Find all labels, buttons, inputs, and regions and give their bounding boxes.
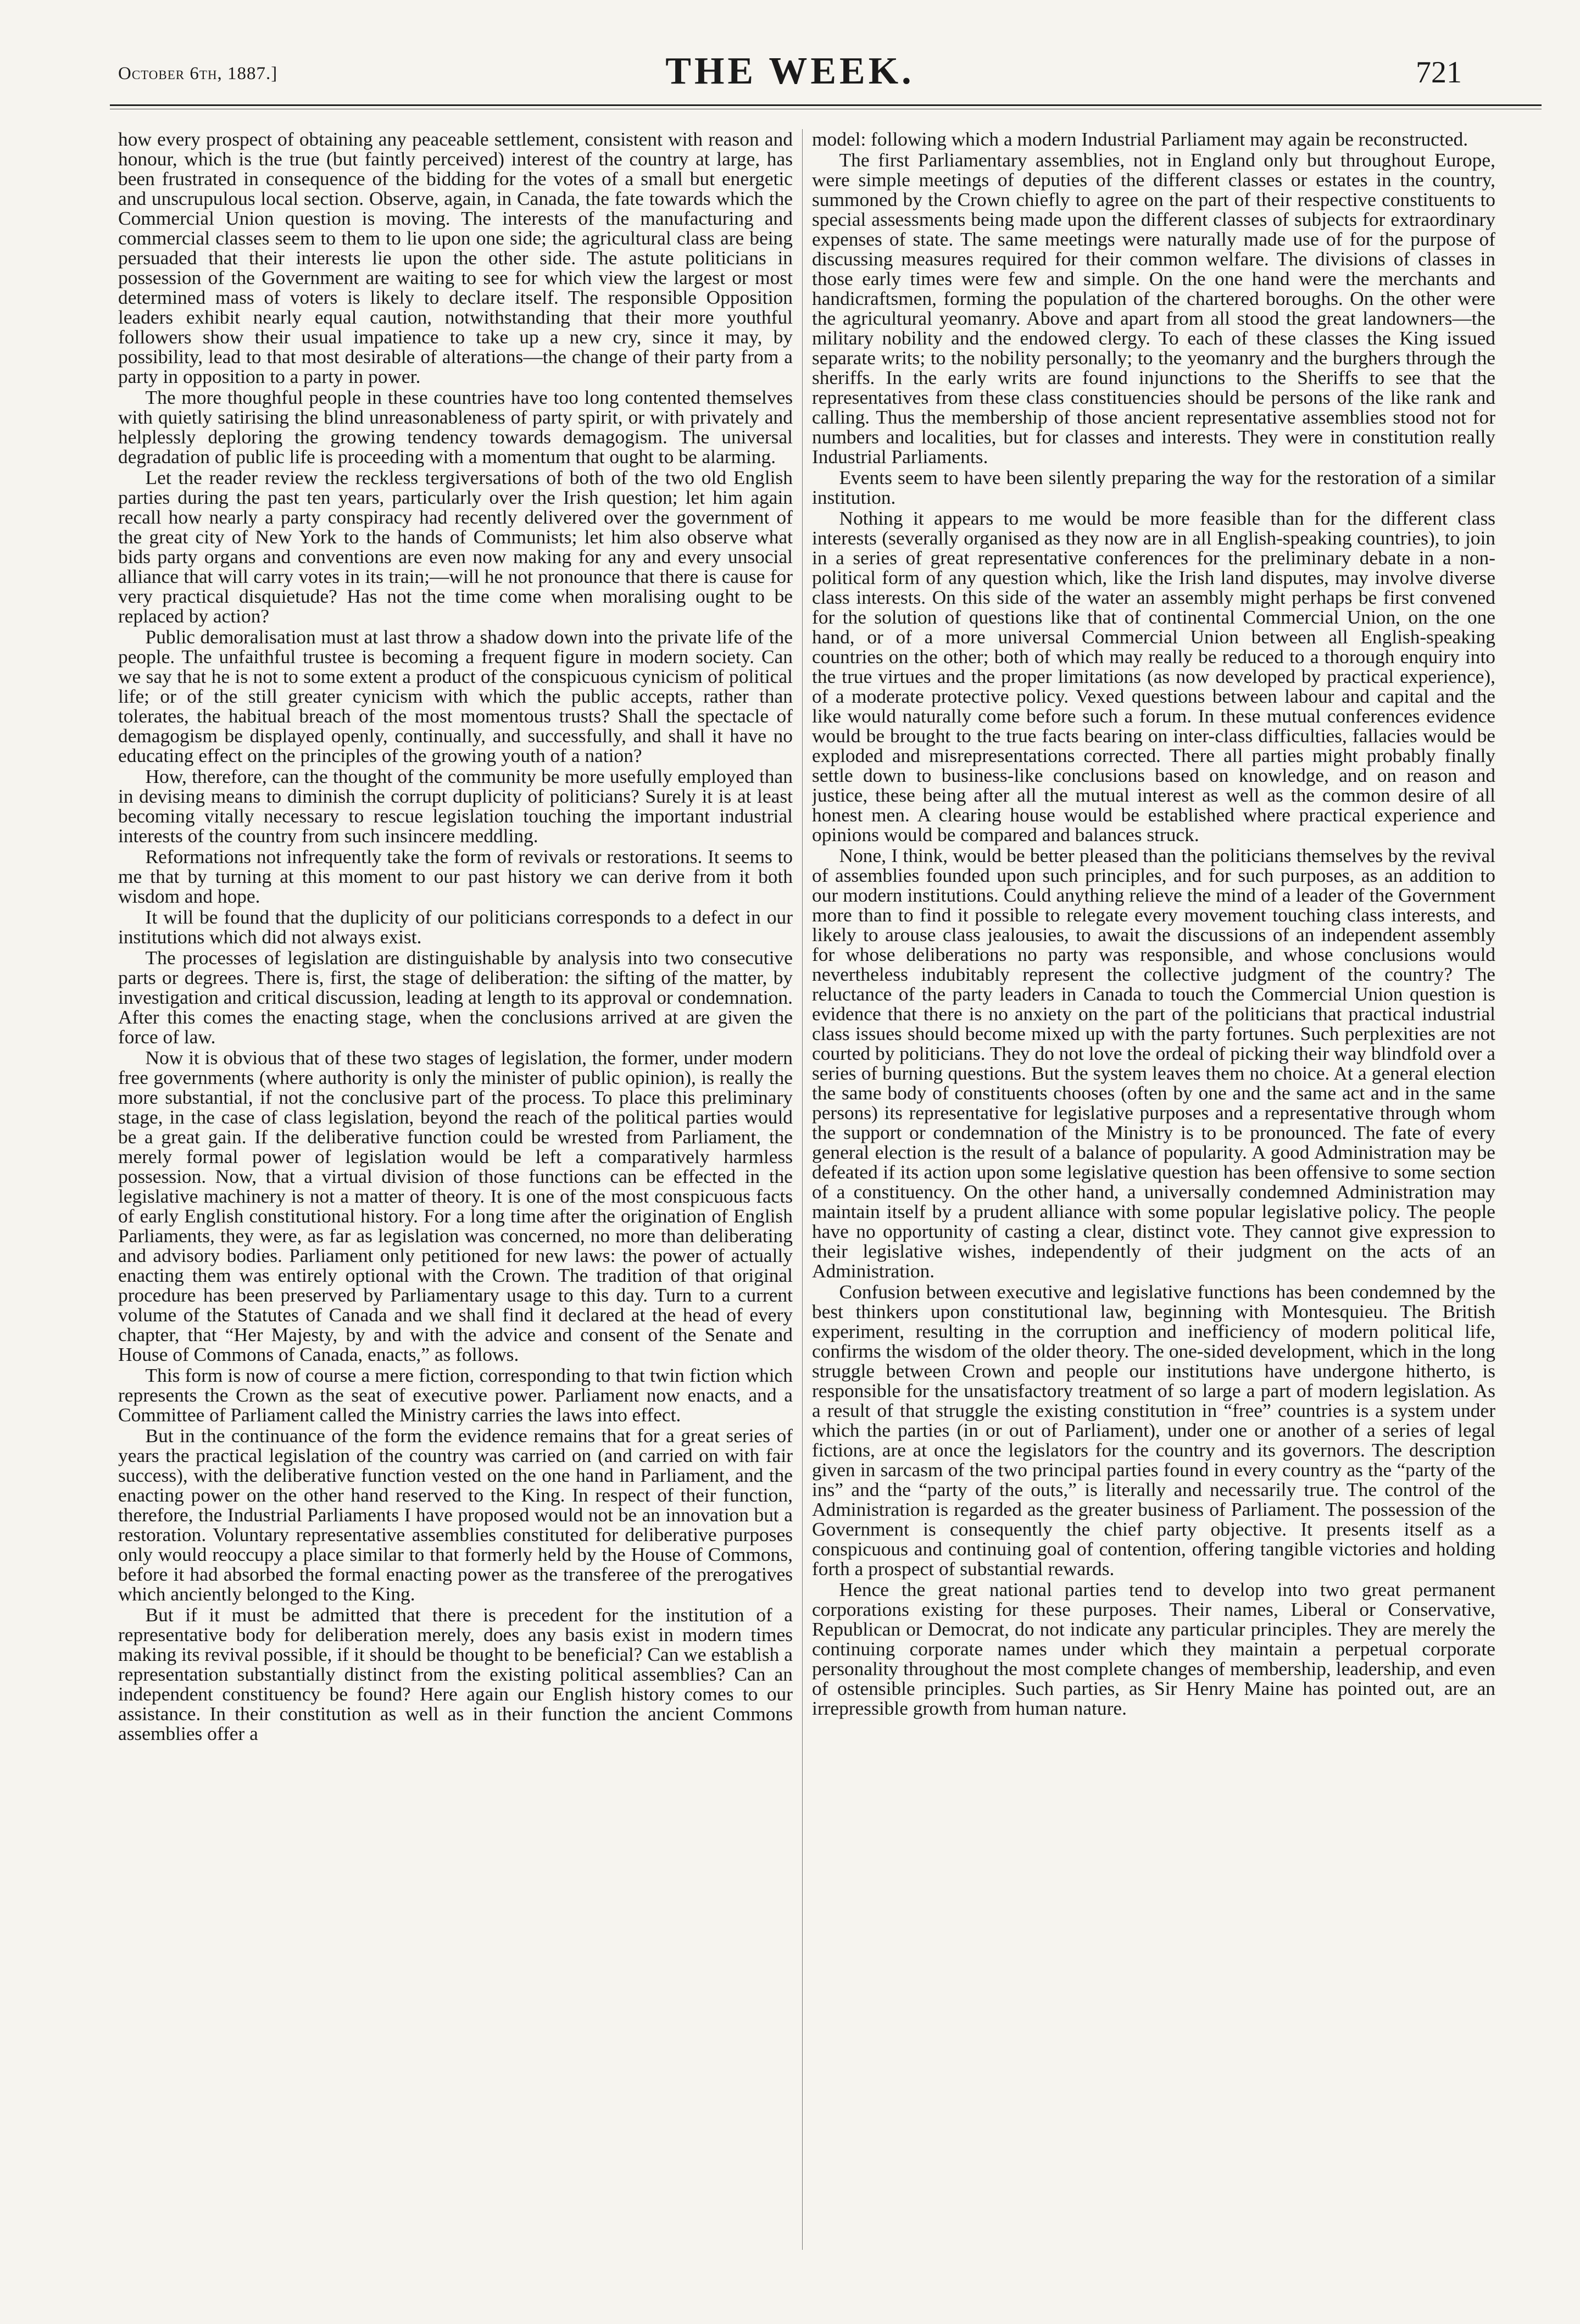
paragraph: Reformations not infrequently take the form of revivals or restorations. It seems to me that by turning at this moment to our past history we can derive from it both wisdom and hope. xyxy=(118,846,793,907)
paragraph: It will be found that the duplicity of our politicians corresponds to a defect in our institutions which did not always exist. xyxy=(118,906,793,948)
paragraph: model: following which a modern Industrial Parliament may again be reconstructed. xyxy=(812,129,1468,150)
right-column xyxy=(812,129,1495,2261)
header-rule xyxy=(110,104,1542,106)
masthead xyxy=(118,44,1462,104)
column-divider xyxy=(802,129,803,2250)
paragraph: Now it is obvious that of these two stages of legislation, the former, under modern free governments (where authority is only the minister of public opinion), is really the more substantial, if not the conclusive part of the process. To place this preliminary stage, in the case of class legislation, beyond the reach of the political parties would be a great gain. If the deliberative function could be wrested from Parliament, the merely formal power of legislation would be left a comparatively harmless possession. Now, that a virtual division of those functions can be effected in the legislative machinery is not a matter of theory. It is one of the most conspicuous facts of early English constitutional history. For a long time after the origination of English Parliaments, they were, as far as legislation was concerned, no more than deliberating and advisory bodies. Parliament only petitioned for new laws: the power of actually enacting them was entirely optional with the Crown. The tradition of that original procedure has been preserved by Parliamentary usage to this day. Turn to a current volume of the Statutes of Canada and we shall find it declared at the head of every chapter, that “Her Majesty, by and with the advice and consent of the Senate and House of Commons of Canada, enacts,” as follows. xyxy=(118,1047,793,1365)
paragraph: The processes of legislation are distinguishable by analysis into two consecutive parts or degrees. There is, first, the stage of deliberation: the sifting of the matter, by investigation and critical discussion, leading at length to its approval or condemnation. After this comes the enacting stage, when the conclusions arrived at are given the force of law. xyxy=(118,947,793,1048)
paragraph: None, I think, would be better pleased than the politicians themselves by the revival of assemblies founded upon such principles, and for such purposes, as an addition to our modern institutions. Could anything relieve the mind of a leader of the Government more than to find it possible to relegate every movement touching class interests, and likely to arouse class jealousies, to await the discussions of an independent assembly for whose deliberations no party was responsible, and whose conclusions would nevertheless indubitably represent the collective judgment of the country? The reluctance of the party leaders in Canada to touch the Commercial Union question is evidence that there is no anxiety on the part of the politicians that practical industrial class issues should become mixed up with the party fortunes. Such perplexities are not courted by politicians. They do not love the ordeal of picking their way blindfold over a series of burning questions. But the system leaves them no choice. At a general election the same body of constituents chooses (often by one and the same act and in the same persons) its representative for legislative purposes and a representative through whom the support or condemnation of the Ministry is to be pronounced. The fate of every general election is the result of a balance of popularity. A good Administration may be defeated if its action upon some legislative question has been offensive to some section of a constituency. On the other hand, a universally condemned Administration may maintain itself by a prudent alliance with some popular legislative policy. The people have no opportunity of casting a clear, distinct vote. They cannot give expression to their legislative wishes, independently of their judgment on the acts of an Administration. xyxy=(812,844,1495,1282)
paragraph: The more thoughful people in these countries have too long contented themselves with quietly satirising the blind unreasonableness of party spirit, or with privately and helplessly deploring the growing tendency towards demagogism. The universal degradation of public life is proceeding with a momentum that ought to be alarming. xyxy=(118,386,793,468)
publication-title: THE WEEK. xyxy=(665,50,915,92)
paragraph: Nothing it appears to me would be more feasible than for the different class interests (severally organised as they now are in all English-speaking countries), to join in a series of great representative conferences for the preliminary debate in a non-political form of any question which, like the Irish land disputes, may involve diverse class interests. On this side of the water an assembly might perhaps be first convened for the solution of questions like that of continental Commercial Union, on the one hand, or of a more universal Commercial Union between all English-speaking countries on the other; both of which may really be reduced to a thorough enquiry into the true virtues and the proper limitations (as now developed by practical experience), of a moderate protective policy. Vexed questions between labour and capital and the like would naturally come before such a forum. In these mutual conferences evidence would be brought to the true facts bearing on inter-class difficulties, fallacies would be exploded and misrepresentations corrected. There all parties might probably finally settle down to business-like conclusions based on knowledge, and on reason and justice, these being after all the mutual interest as well as the common desire of all honest men. A clearing house would be established where practical experience and opinions would be compared and balances struck. xyxy=(812,507,1495,846)
paragraph: How, therefore, can the thought of the community be more usefully employed than in devising means to diminish the corrupt duplicity of politicians? Surely it is at least becoming vitally necessary to rescue legislation touching the important industrial interests of the country from such insincere meddling. xyxy=(118,765,793,847)
paragraph: Events seem to have been silently preparing the way for the restoration of a similar institution. xyxy=(812,466,1495,508)
paragraph: how every prospect of obtaining any peaceable settlement, consistent with reason and honour, which is the true (but faintly perceived) interest of the country at large, has been frustrated in consequence of the bidding for the votes of a small but energetic and unscrupulous local section. Observe, again, in Canada, the fate towards which the Commercial Union question is moving. The interests of the manufacturing and commercial classes seem to them to lie upon one side; the agricultural class are being persuaded that their interests lie upon the other side. The astute politicians in possession of the Government are waiting to see for which view the largest or most determined mass of voters is likely to declare itself. The responsible Opposition leaders exhibit nearly equal caution, notwithstanding that their more youthful followers show their usual impatience to take up a new cry, since it may, by possibility, lead to that most desirable of alterations—the change of their party from a party in opposition to a party in power. xyxy=(118,129,793,387)
paragraph: Let the reader review the reckless tergiversations of both of the two old English parties during the past ten years, particularly over the Irish question; let him again recall how nearly a party conspiracy had recently delivered over the government of the great city of New York to the hands of Communists; let him also observe what bids party organs and conventions are even now making for any and every unsocial alliance that will carry votes in its train;—will he not pronounce that there is cause for very practical disquietude? Has not the time come when moralising ought to be replaced by action? xyxy=(118,466,793,627)
paragraph: Public demoralisation must at last throw a shadow down into the private life of the people. The unfaithful trustee is becoming a frequent figure in modern society. Can we say that he is not to some extent a product of the conspicuous cynicism of political life; or of the still greater cynicism with which the public accepts, rather than tolerates, the habitual breach of the most momentous trusts? Shall the spectacle of demagogism be displayed openly, continually, and successfully, and shall it have no educating effect on the principles of the growing youth of a nation? xyxy=(118,626,793,766)
paragraph: Confusion between executive and legislative functions has been condemned by the best thinkers upon constitutional law, beginning with Montesquieu. The British experiment, resulting in the corruption and inefficiency of modern political life, confirms the wisdom of the older theory. The one-sided development, which in the long struggle between Crown and people our institutions have undergone hitherto, is responsible for the unsatisfactory treatment of so large a part of modern legislation. As a result of that struggle the existing constitution in “free” countries is a system under which the parties (in or out of Parliament), under one or another of a series of legal fictions, are at once the legislators for the country and its governors. The description given in sarcasm of the two principal parties found in every country as the “party of the ins” and the “party of the outs,” is literally and necessarily true. The control of the Administration is regarded as the greater business of Parliament. The possession of the Government is consequently the chief party objective. It presents itself as a conspicuous and continuing goal of contention, offering tangible victories and holding forth a prospect of substantial rewards. xyxy=(812,1281,1495,1580)
left-column xyxy=(118,129,793,2261)
paragraph: Hence the great national parties tend to develop into two great permanent corporations existing for these purposes. Their names, Liberal or Conservative, Republican or Democrat, do not indicate any particular principles. They are merely the continuing corporate names under which they maintain a perpetual corporate personality throughout the most complete changes of membership, leadership, and even of ostensible principles. Such parties, as Sir Henry Maine has pointed out, are an irrepressible growth from human nature. xyxy=(812,1578,1495,1719)
paragraph: But in the continuance of the form the evidence remains that for a great series of years the practical legislation of the country was carried on (and carried on with fair success), with the deliberative function vested on the one hand in Parliament, and the enacting power on the other hand reserved to the King. In respect of their function, therefore, the Industrial Parliaments I have proposed would not be an innovation but a restoration. Voluntary representative assemblies constituted for deliberative purposes only would reoccupy a place similar to that formerly held by the House of Commons, before it had absorbed the formal enacting power as the transferee of the prerogatives which anciently belonged to the King. xyxy=(118,1425,793,1605)
issue-date: October 6th, 1887.] xyxy=(118,64,278,84)
paragraph: The first Parliamentary assemblies, not in England only but throughout Europe, were simple meetings of deputies of the different classes or estates in the country, summoned by the Crown chiefly to agree on the part of their respective constituents to special assessments being made upon the different classes of subjects for extraordinary expenses of state. The same meetings were naturally made use of for the purpose of discussing measures required for their common welfare. The divisions of classes in those early times were few and simple. On the one hand were the merchants and handicraftsmen, forming the population of the chartered boroughs. On the other were the agricultural yeomanry. Above and apart from all stood the great landowners—the military nobility and the endowed clergy. To each of these classes the King issued separate writs; to the nobility personally; to the yeomanry and the burghers through the sheriffs. In the early writs are found injunctions to the Sheriffs to see that the representatives from these class constituencies should be persons of the like rank and calling. Thus the membership of those ancient representative assemblies stood not for numbers and localities, but for classes and interests. They were in constitution really Industrial Parliaments. xyxy=(812,149,1495,468)
paragraph: This form is now of course a mere fiction, corresponding to that twin fiction which represents the Crown as the seat of executive power. Parliament now enacts, and a Committee of Parliament called the Ministry carries the laws into effect. xyxy=(118,1364,793,1426)
paragraph: But if it must be admitted that there is precedent for the institution of a representative body for deliberation merely, does any basis exist in modern times making its revival possible, if it should be thought to be beneficial? Can we establish a representation substantially distinct from the existing political assemblies? Can an independent constituency be found? Here again our English history comes to our assistance. In their constitution as well as in their function the ancient Commons assemblies offer a xyxy=(118,1604,793,1744)
page-number: 721 xyxy=(1416,55,1462,90)
